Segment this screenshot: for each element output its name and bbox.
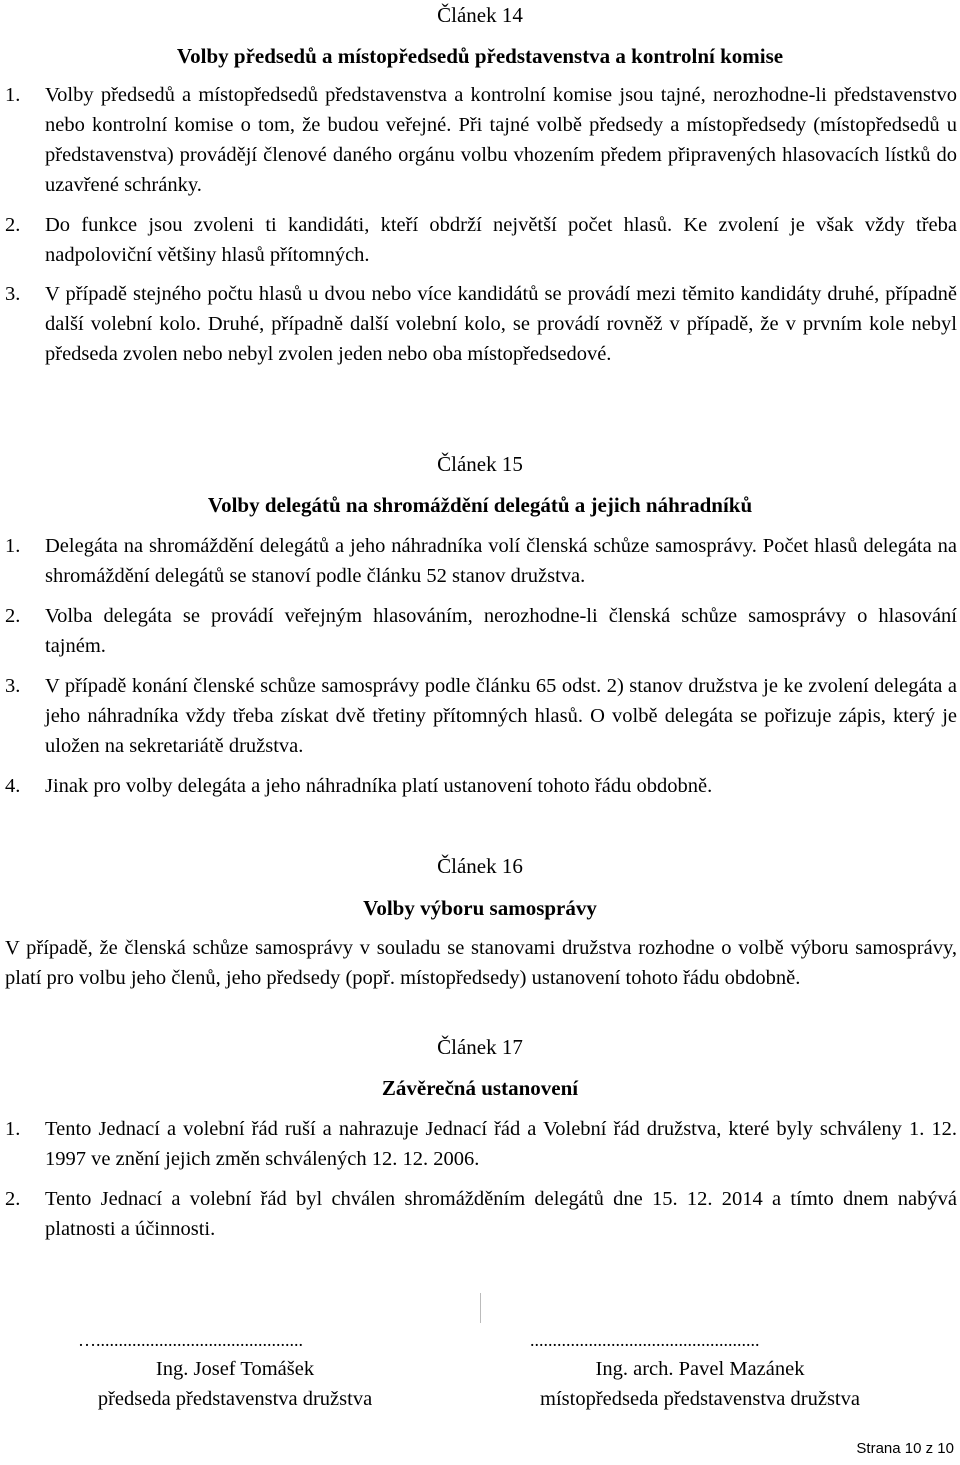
item-text: Volba delegáta se provádí veřejným hlasováním, nerozhodne-li členská schůze samosprávy o hlasování tajném. — [45, 605, 957, 657]
item-text: V případě stejného počtu hlasů u dvou nebo více kandidátů se provádí mezi těmito kandidáty druhé, případně další volební kolo. Druhé, případně další volební kolo, se provádí rovněž v případě, že v prvním kole nebyl předseda zvolen nebo nebyl zvolen jeden nebo oba místopředsedové. — [45, 283, 957, 365]
item-text: Volby předsedů a místopředsedů představenstva a kontrolní komise jsou tajné, nerozhodne-li představenstvo nebo kontrolní komise o tom, že budou veřejné. Při tajné volbě předsedy a místopředsedy (místopředsedů u představenstva) provádějí členové daného orgánu volbu vhozením předem připravených hlasovacích lístků do uzavřené schránky. — [45, 84, 957, 196]
article-16-number: Článek 16 — [437, 854, 523, 878]
item-number: 3. — [5, 283, 21, 305]
item-number: 2. — [5, 605, 21, 627]
item-number: 3. — [5, 675, 21, 697]
signatory-right-role: místopředseda představenstva družstva — [540, 1388, 860, 1410]
item-number: 1. — [5, 535, 21, 557]
page-number: Strana 10 z 10 — [856, 1440, 954, 1457]
article-14-item-1 — [5, 80, 957, 200]
article-14-item-2 — [5, 210, 957, 270]
article-14-title: Volby předsedů a místopředsedů představenstva a kontrolní komise — [176, 44, 784, 68]
article-14-number: Článek 14 — [437, 3, 523, 27]
article-14-item-3 — [5, 279, 957, 369]
article-15-item-2 — [5, 601, 957, 661]
item-text: Jinak pro volby delegáta a jeho náhradníka platí ustanovení tohoto řádu obdobně. — [45, 775, 713, 797]
item-number: 1. — [5, 84, 21, 106]
article-15-item-4 — [5, 771, 957, 801]
signatory-left-role: předseda představenstva družstva — [97, 1388, 373, 1410]
article-17-title: Závěrečná ustanovení — [381, 1076, 579, 1100]
item-number: 4. — [5, 775, 21, 797]
signatory-right-name: Ing. arch. Pavel Mazánek — [595, 1358, 805, 1380]
item-text: Do funkce jsou zvoleni ti kandidáti, kteří obdrží největší počet hlasů. Ke zvolení je však vždy třeba nadpoloviční většiny hlasů přítomných. — [45, 214, 957, 266]
signature-line-right: ................................................... — [530, 1330, 760, 1350]
article-15-item-3 — [5, 671, 957, 761]
item-text: Tento Jednací a volební řád ruší a nahrazuje Jednací řád a Volební řád družstva, které byly schváleny 1. 12. 1997 ve znění jejich změn schválených 12. 12. 2006. — [45, 1118, 957, 1170]
item-number: 1. — [5, 1118, 21, 1140]
article-16-text: V případě, že členská schůze samosprávy v souladu se stanovami družstva rozhodne o volbě výboru samosprávy, platí pro volbu jeho členů, jeho předsedy (popř. místopředsedy) ustanovení tohoto řádu obdobně. — [5, 937, 957, 989]
signature-line-left: ….............................................. — [78, 1330, 303, 1350]
article-15-item-1 — [5, 531, 957, 591]
item-text: Tento Jednací a volební řád byl chválen shromážděním delegátů dne 15. 12. 2014 a tímto dnem nabývá platnosti a účinnosti. — [45, 1188, 957, 1240]
article-16-title: Volby výboru samosprávy — [363, 896, 597, 920]
text-cursor-mark — [480, 1293, 481, 1323]
article-15-title: Volby delegátů na shromáždění delegátů a jejich náhradníků — [207, 493, 753, 517]
signatory-left-name: Ing. Josef Tomášek — [155, 1358, 315, 1380]
article-17-number: Článek 17 — [437, 1035, 523, 1059]
item-text: V případě konání členské schůze samosprávy podle článku 65 odst. 2) stanov družstva je ke zvolení delegáta a jeho náhradníka vždy třeba získat dvě třetiny přítomných hlasů. O volbě delegáta se pořizuje zápis, který je uložen na sekretariátě družstva. — [45, 675, 957, 757]
article-15-number: Článek 15 — [437, 452, 523, 476]
article-17-item-1 — [5, 1114, 957, 1174]
item-text: Delegáta na shromáždění delegátů a jeho náhradníka volí členská schůze samosprávy. Počet hlasů delegáta na shromáždění delegátů se stanoví podle článku 52 stanov družstva. — [45, 535, 957, 587]
article-17-item-2 — [5, 1184, 957, 1244]
item-number: 2. — [5, 1188, 21, 1210]
item-number: 2. — [5, 214, 21, 236]
